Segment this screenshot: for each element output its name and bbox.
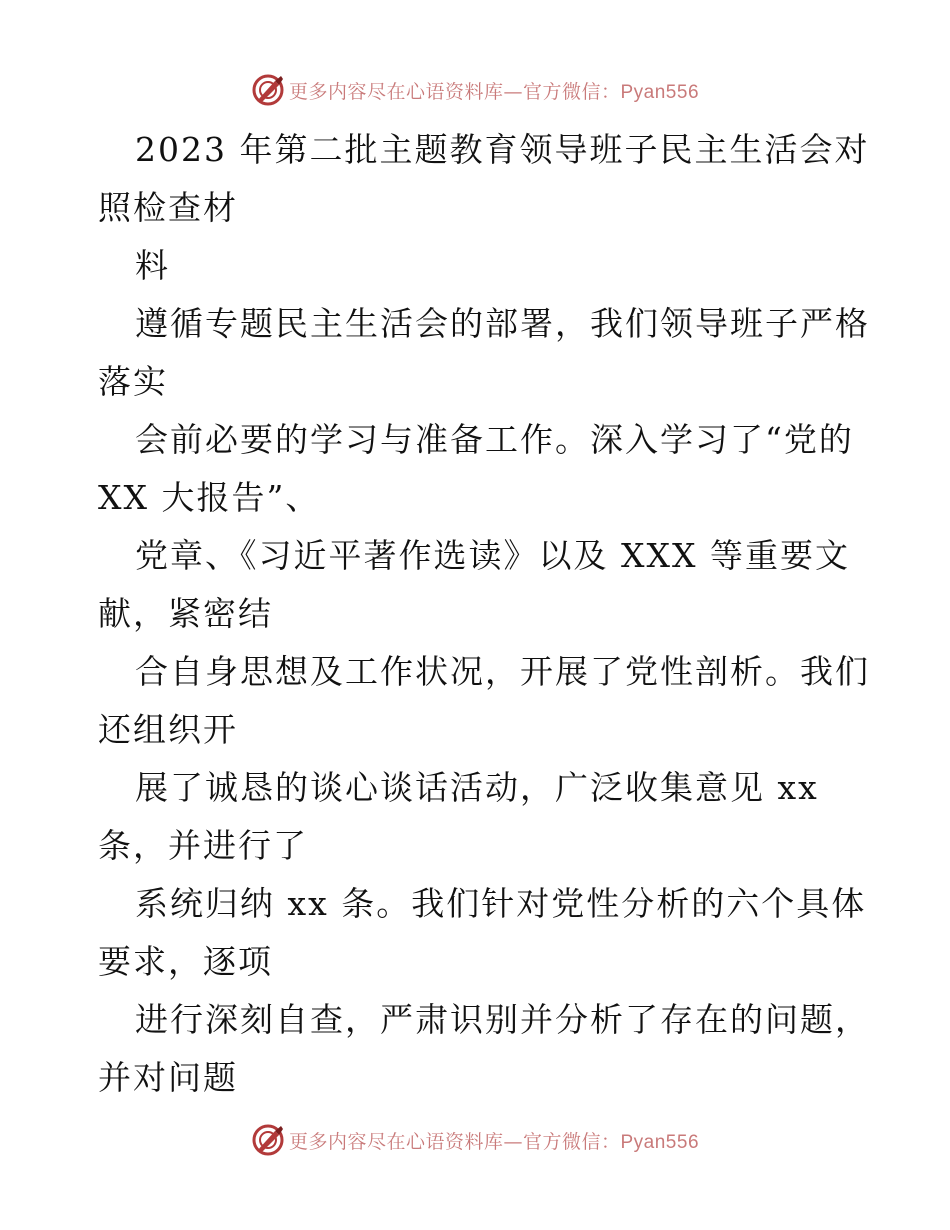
watermark-text: 更多内容尽在心语资料库—官方微信：Pyan556 bbox=[288, 80, 700, 103]
paragraph-line: 落实 bbox=[98, 362, 168, 401]
paragraph-line: 要求，逐项 bbox=[98, 942, 273, 981]
paragraph-line: 会前必要的学习与准备工作。深入学习了“党的 bbox=[135, 420, 854, 459]
footer-watermark bbox=[0, 1118, 950, 1162]
pen-logo-icon bbox=[251, 1123, 285, 1157]
pen-logo-icon bbox=[251, 73, 285, 107]
paragraph-line: 展了诚恳的谈心谈话活动，广泛收集意见 xx bbox=[135, 768, 819, 807]
paragraph-line: 系统归纳 xx 条。我们针对党性分析的六个具体 bbox=[135, 884, 867, 923]
header-watermark bbox=[0, 68, 950, 112]
paragraph-line: 遵循专题民主生活会的部署，我们领导班子严格 bbox=[135, 304, 870, 343]
watermark-wechat-id: Pyan556 bbox=[620, 81, 700, 103]
paragraph-line: 献，紧密结 bbox=[98, 594, 273, 633]
title-line-1: 2023 年第二批主题教育领导班子民主生活会对 bbox=[135, 130, 870, 169]
paragraph-line: 党章、《习近平著作选读》以及 XXX 等重要文 bbox=[135, 536, 850, 575]
paragraph-line: 条，并进行了 bbox=[98, 826, 308, 865]
title-line-3: 料 bbox=[135, 246, 170, 285]
watermark-text: 更多内容尽在心语资料库—官方微信：Pyan556 bbox=[288, 1130, 700, 1153]
paragraph-line: XX 大报告”、 bbox=[98, 478, 321, 517]
title-line-2: 照检查材 bbox=[98, 188, 238, 227]
paragraph-line: 进行深刻自查，严肃识别并分析了存在的问题， bbox=[135, 1000, 870, 1039]
paragraph-line: 还组织开 bbox=[98, 710, 238, 749]
paragraph-line: 并对问题 bbox=[98, 1058, 238, 1097]
watermark-wechat-id: Pyan556 bbox=[620, 1131, 700, 1153]
paragraph-line: 合自身思想及工作状况，开展了党性剖析。我们 bbox=[135, 652, 870, 691]
